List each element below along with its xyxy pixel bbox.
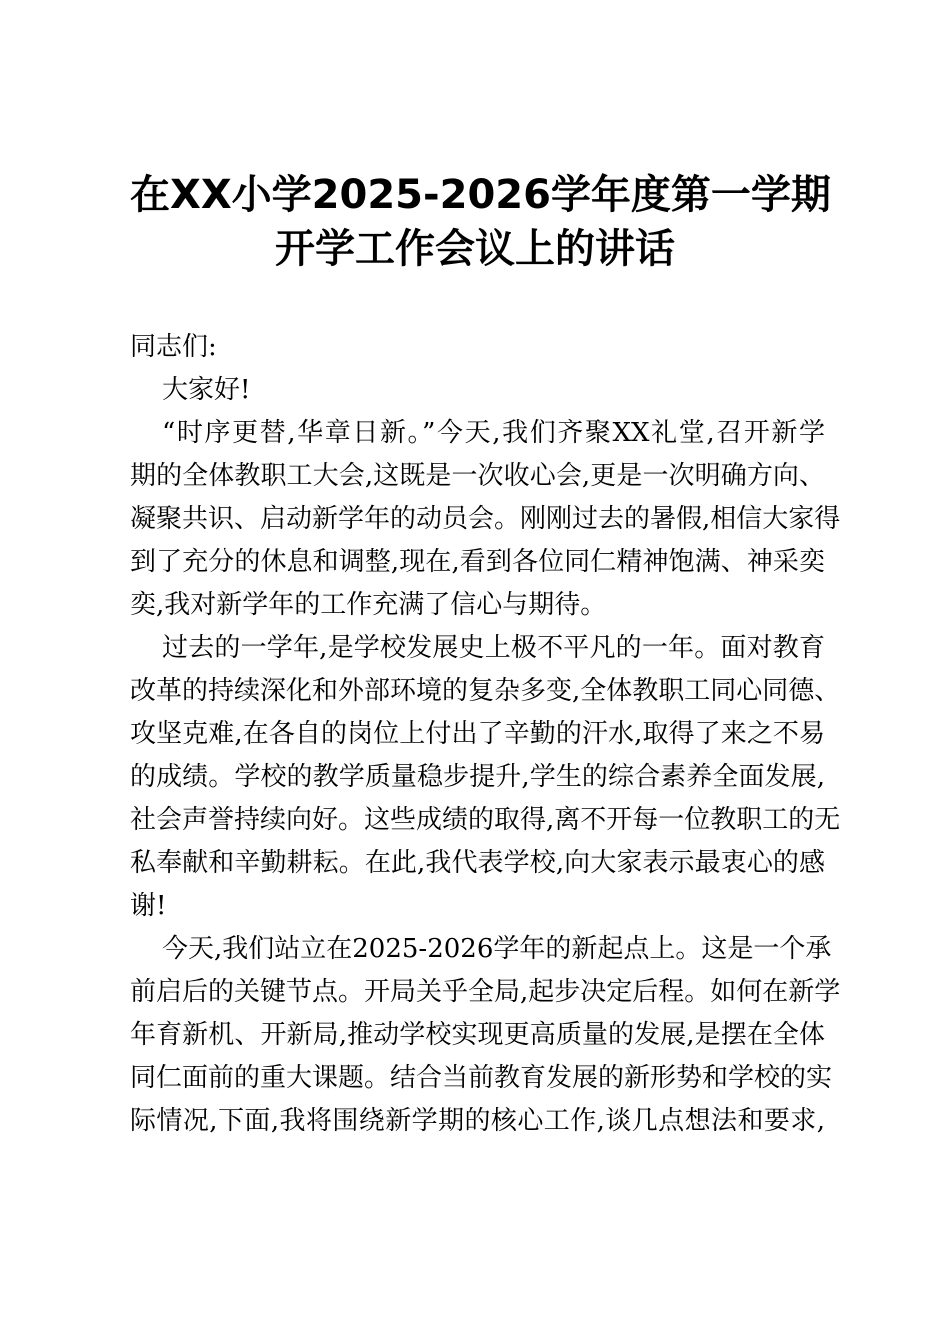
title-line-1: 在XX小学2025-2026学年度第一学期: [130, 172, 831, 218]
paragraph-line: 今天,我们站立在2025-2026学年的新起点上。这是一个承: [162, 934, 832, 964]
paragraph-line: 过去的一学年,是学校发展史上极不平凡的一年。面对教育: [162, 633, 825, 663]
paragraph-line: 前启后的关键节点。开局关乎全局,起步决定后程。如何在新学: [130, 977, 841, 1007]
paragraph-line: 谢!: [130, 891, 167, 921]
paragraph-line: 改革的持续深化和外部环境的复杂多变,全体教职工同心同德、: [130, 676, 841, 706]
document-title: [130, 168, 831, 276]
salutation: 同志们:: [130, 332, 217, 362]
paragraph-line: 的成绩。学校的教学质量稳步提升,学生的综合素养全面发展,: [130, 762, 825, 792]
paragraph-line: 到了充分的休息和调整,现在,看到各位同仁精神饱满、神采奕: [130, 547, 825, 577]
paragraph-line: 同仁面前的重大课题。结合当前教育发展的新形势和学校的实: [130, 1063, 833, 1093]
document-body: [130, 326, 841, 1143]
paragraph-line: 社会声誉持续向好。这些成绩的取得,离不开每一位教职工的无: [130, 805, 841, 835]
paragraph-line: 攻坚克难,在各自的岗位上付出了辛勤的汗水,取得了来之不易: [130, 719, 825, 749]
body-lines: [130, 369, 841, 1143]
paragraph-line: 期的全体教职工大会,这既是一次收心会,更是一次明确方向、: [130, 461, 825, 491]
paragraph-line: 私奉献和辛勤耕耘。在此,我代表学校,向大家表示最衷心的感: [130, 848, 825, 878]
title-line-2: 开学工作会议上的讲话: [275, 226, 675, 272]
paragraph-line: 际情况,下面,我将围绕新学期的核心工作,谈几点想法和要求,: [130, 1106, 825, 1136]
paragraph-line: 凝聚共识、启动新学年的动员会。刚刚过去的暑假,相信大家得: [130, 504, 841, 534]
paragraph-line: 奕,我对新学年的工作充满了信心与期待。: [130, 590, 607, 620]
paragraph-line: “时序更替,华章日新。”今天,我们齐聚XX礼堂,召开新学: [162, 418, 825, 448]
paragraph-line: 大家好!: [162, 375, 251, 405]
paragraph-line: 年育新机、开新局,推动学校实现更高质量的发展,是摆在全体: [130, 1020, 825, 1050]
